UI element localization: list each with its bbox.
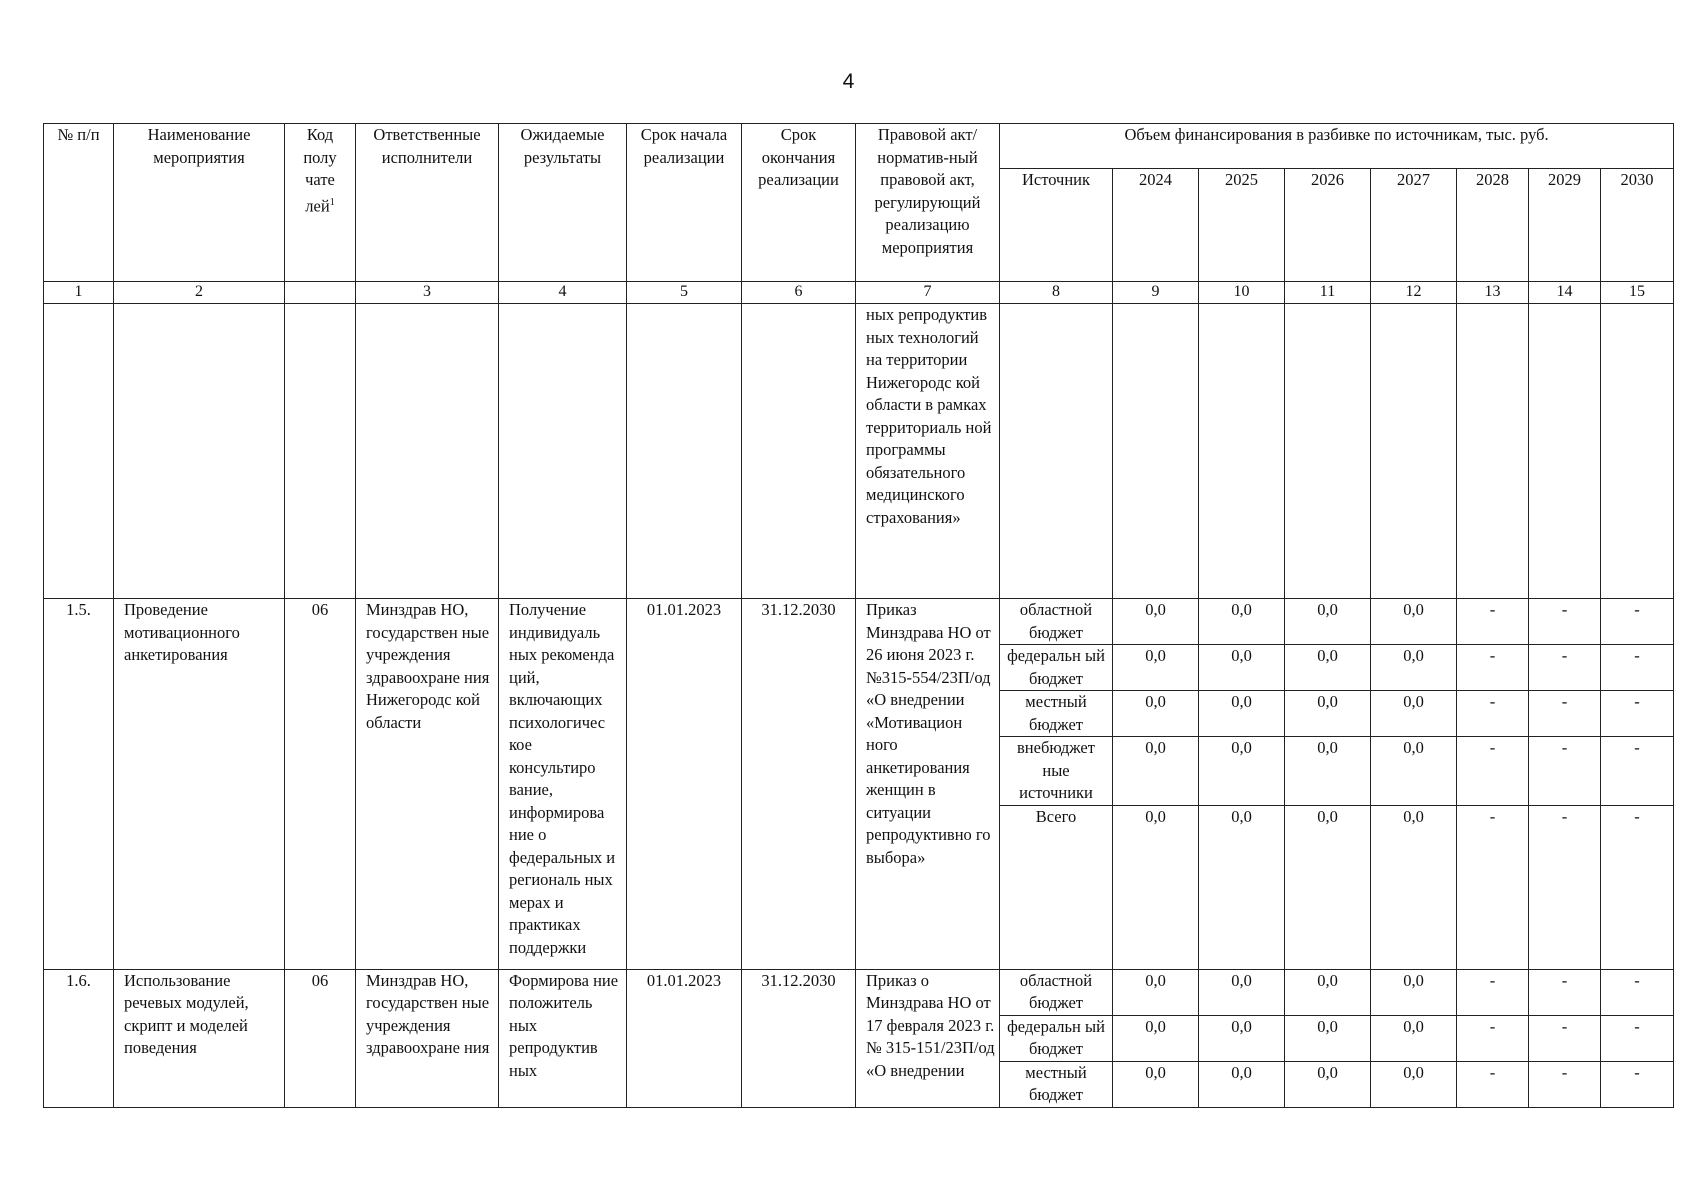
funding-value: - [1601,645,1674,691]
header-source: Источник [1000,169,1113,282]
column-number: 8 [1000,282,1113,304]
header-code [285,124,356,282]
funding-source: областной бюджет [1000,599,1113,645]
header-year: 2027 [1371,169,1457,282]
funding-value: - [1457,737,1529,806]
header-year: 2024 [1113,169,1199,282]
funding-value: 0,0 [1113,1061,1199,1107]
funding-value: 0,0 [1199,969,1285,1015]
measure-start: 01.01.2023 [627,599,742,970]
funding-value: 0,0 [1371,969,1457,1015]
funding-value: - [1601,599,1674,645]
funding-value: 0,0 [1285,1015,1371,1061]
funding-value: - [1457,969,1529,1015]
funding-value: 0,0 [1285,691,1371,737]
header-num: № п/п [44,124,114,282]
funding-value: 0,0 [1199,1015,1285,1061]
funding-value: 0,0 [1285,1061,1371,1107]
funding-value: - [1601,805,1674,969]
funding-value: 0,0 [1371,1061,1457,1107]
continuation-row [44,304,1674,599]
funding-value: 0,0 [1285,645,1371,691]
funding-value: 0,0 [1113,969,1199,1015]
column-number [285,282,356,304]
funding-value: 0,0 [1199,805,1285,969]
column-number: 10 [1199,282,1285,304]
funding-source: областной бюджет [1000,969,1113,1015]
header-code-footnote: 1 [329,196,335,208]
funding-source: местный бюджет [1000,1061,1113,1107]
funding-value: - [1529,691,1601,737]
header-year: 2028 [1457,169,1529,282]
header-name: Наименование мероприятия [114,124,285,282]
funding-value: 0,0 [1371,1015,1457,1061]
funding-source: федеральн ый бюджет [1000,1015,1113,1061]
funding-value: - [1529,1015,1601,1061]
header-start: Срок начала реализации [627,124,742,282]
header-code-label: Код полу чате лей [303,125,337,215]
column-number: 11 [1285,282,1371,304]
column-number: 6 [742,282,856,304]
column-number: 15 [1601,282,1674,304]
measure-code: 06 [285,969,356,1107]
funding-value: - [1601,969,1674,1015]
funding-value: - [1529,645,1601,691]
funding-value: - [1457,645,1529,691]
column-number: 1 [44,282,114,304]
funding-value: - [1601,691,1674,737]
funding-value: 0,0 [1113,691,1199,737]
funding-value: - [1601,737,1674,806]
funding-value: 0,0 [1285,969,1371,1015]
header-funding: Объем финансирования в разбивке по источникам, тыс. руб. [1000,124,1674,169]
measure-act: Приказ Минздрава НО от 26 июня 2023 г. №315-554/23П/од «О внедрении «Мотивацион ного анкетирования женщин в ситуации репродуктивно го выбора» [856,599,1000,970]
funding-source: федеральн ый бюджет [1000,645,1113,691]
funding-value: - [1601,1061,1674,1107]
funding-value: 0,0 [1199,691,1285,737]
measure-executors: Минздрав НО, государствен ные учреждения здравоохране ния Нижегородс кой области [356,599,499,970]
funding-value: - [1457,1061,1529,1107]
funding-value: - [1529,969,1601,1015]
measure-name: Использование речевых модулей, скрипт и моделей поведения [114,969,285,1107]
column-number: 4 [499,282,627,304]
funding-source: местный бюджет [1000,691,1113,737]
measure-name: Проведение мотивационного анкетирования [114,599,285,970]
measure-executors: Минздрав НО, государствен ные учреждения здравоохране ния [356,969,499,1107]
funding-value: 0,0 [1199,599,1285,645]
funding-value: 0,0 [1113,805,1199,969]
measure-row [44,969,1674,1015]
funding-value: 0,0 [1371,645,1457,691]
header-executors: Ответственные исполнители [356,124,499,282]
header-results: Ожидаемые результаты [499,124,627,282]
funding-source: внебюджет ные источники [1000,737,1113,806]
funding-value: 0,0 [1371,737,1457,806]
column-number: 12 [1371,282,1457,304]
funding-value: 0,0 [1113,645,1199,691]
funding-value: - [1529,1061,1601,1107]
funding-value: 0,0 [1285,599,1371,645]
column-number: 3 [356,282,499,304]
header-year: 2029 [1529,169,1601,282]
funding-value: - [1529,737,1601,806]
continuation-act: ных репродуктив ных технологий на территории Нижегородс кой области в рамках территориаль ной программы обязательного медицинского страхования» [856,304,1000,599]
page-number: 4 [842,70,855,93]
column-number: 7 [856,282,1000,304]
funding-value: 0,0 [1371,599,1457,645]
funding-value: 0,0 [1199,737,1285,806]
column-number: 13 [1457,282,1529,304]
funding-value: - [1457,1015,1529,1061]
funding-source: Всего [1000,805,1113,969]
funding-value: 0,0 [1285,805,1371,969]
funding-value: 0,0 [1113,1015,1199,1061]
funding-value: - [1457,691,1529,737]
measure-end: 31.12.2030 [742,599,856,970]
header-year: 2025 [1199,169,1285,282]
funding-value: - [1457,599,1529,645]
measure-results: Получение индивидуаль ных рекоменда ций, включающих психологичес кое консультиро вание, информирова ние о федеральных и региональ ных мерах и практиках поддержки [499,599,627,970]
funding-value: 0,0 [1113,599,1199,645]
column-number: 2 [114,282,285,304]
measure-code: 06 [285,599,356,970]
funding-value: 0,0 [1371,691,1457,737]
measure-act: Приказ о Минздрава НО от 17 февраля 2023 г. № 315-151/23П/од «О внедрении [856,969,1000,1107]
header-act: Правовой акт/норматив-ный правовой акт, регулирующий реализацию мероприятия [856,124,1000,282]
funding-plan-table [43,123,1674,1108]
measure-row [44,599,1674,645]
column-number: 14 [1529,282,1601,304]
funding-value: - [1457,805,1529,969]
funding-value: - [1529,599,1601,645]
funding-value: 0,0 [1371,805,1457,969]
header-year: 2030 [1601,169,1674,282]
measure-results: Формирова ние положитель ных репродуктив ных [499,969,627,1107]
funding-value: - [1529,805,1601,969]
funding-value: 0,0 [1199,1061,1285,1107]
column-number: 9 [1113,282,1199,304]
measure-end: 31.12.2030 [742,969,856,1107]
measure-num: 1.6. [44,969,114,1107]
header-year: 2026 [1285,169,1371,282]
funding-value: 0,0 [1113,737,1199,806]
header-end: Срок окончания реализации [742,124,856,282]
column-number: 5 [627,282,742,304]
funding-value: 0,0 [1285,737,1371,806]
funding-value: - [1601,1015,1674,1061]
measure-start: 01.01.2023 [627,969,742,1107]
measure-num: 1.5. [44,599,114,970]
funding-value: 0,0 [1199,645,1285,691]
